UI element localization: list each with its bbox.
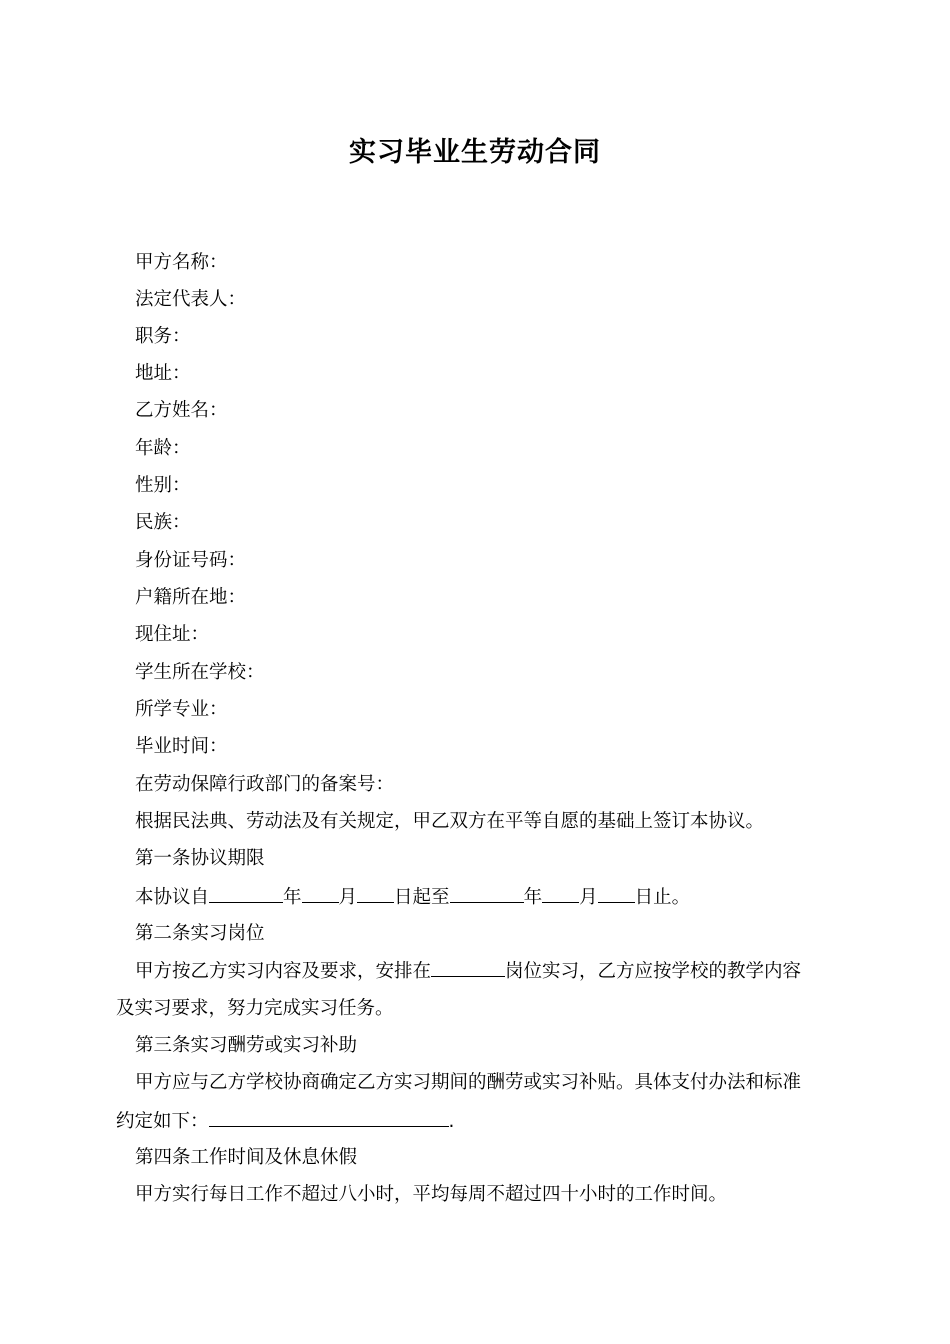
article-1-heading: 第一条协议期限 bbox=[135, 848, 265, 869]
article-2-text-a: 甲方按乙方实习内容及要求，安排在 bbox=[135, 961, 432, 982]
field-party-a-name: 甲方名称： bbox=[135, 252, 228, 273]
article-3-text-a: 约定如下： bbox=[116, 1111, 209, 1132]
field-gender: 性别： bbox=[135, 475, 191, 496]
article-4-heading: 第四条工作时间及休息休假 bbox=[135, 1147, 358, 1168]
field-id-number: 身份证号码： bbox=[135, 550, 247, 571]
term-text-end: 日止。 bbox=[634, 887, 691, 908]
preamble-paragraph: 根据民法典、劳动法及有关规定，甲乙双方在平等自愿的基础上签订本协议。 bbox=[135, 811, 765, 832]
end-month-blank[interactable] bbox=[542, 884, 579, 903]
article-3-line-2 bbox=[116, 1108, 454, 1135]
article-1-term-line bbox=[135, 884, 690, 911]
field-household-registration: 户籍所在地： bbox=[135, 587, 247, 608]
field-party-b-name: 乙方姓名： bbox=[135, 400, 228, 421]
term-text-from: 本协议自 bbox=[135, 887, 210, 908]
field-ethnicity: 民族： bbox=[135, 512, 191, 533]
start-year-blank[interactable] bbox=[209, 884, 283, 903]
field-major: 所学专业： bbox=[135, 699, 228, 720]
start-month-blank[interactable] bbox=[302, 884, 339, 903]
article-3-heading: 第三条实习酬劳或实习补助 bbox=[135, 1035, 358, 1056]
field-position: 职务： bbox=[135, 326, 191, 347]
end-year-blank[interactable] bbox=[450, 884, 524, 903]
term-text-month-2: 月 bbox=[579, 887, 598, 908]
field-age: 年龄： bbox=[135, 438, 191, 459]
field-filing-number: 在劳动保障行政部门的备案号： bbox=[135, 774, 395, 795]
article-2-line-2: 及实习要求，努力完成实习任务。 bbox=[116, 998, 394, 1019]
document-title: 实习毕业生劳动合同 bbox=[349, 137, 601, 168]
term-text-day-to: 日起至 bbox=[394, 887, 450, 908]
position-blank[interactable] bbox=[431, 958, 505, 977]
field-graduation-time: 毕业时间： bbox=[135, 736, 228, 757]
article-4-line-1: 甲方实行每日工作不超过八小时，平均每周不超过四十小时的工作时间。 bbox=[135, 1184, 728, 1205]
article-3-line-1: 甲方应与乙方学校协商确定乙方实习期间的酬劳或实习补贴。具体支付办法和标准 bbox=[135, 1072, 802, 1093]
payment-terms-blank[interactable] bbox=[209, 1108, 449, 1127]
end-day-blank[interactable] bbox=[598, 884, 635, 903]
term-text-year: 年 bbox=[283, 887, 302, 908]
term-text-year-2: 年 bbox=[523, 887, 543, 908]
field-address: 地址： bbox=[135, 363, 191, 384]
article-2-text-b: 岗位实习，乙方应按学校的教学内容 bbox=[505, 961, 802, 982]
field-legal-representative: 法定代表人： bbox=[135, 289, 247, 310]
field-school: 学生所在学校： bbox=[135, 662, 265, 683]
article-3-text-end: . bbox=[448, 1111, 455, 1132]
start-day-blank[interactable] bbox=[357, 884, 394, 903]
article-2-heading: 第二条实习岗位 bbox=[135, 923, 265, 944]
term-text-month: 月 bbox=[338, 887, 358, 908]
field-current-address: 现住址： bbox=[135, 624, 210, 645]
article-2-line-1 bbox=[135, 958, 801, 985]
